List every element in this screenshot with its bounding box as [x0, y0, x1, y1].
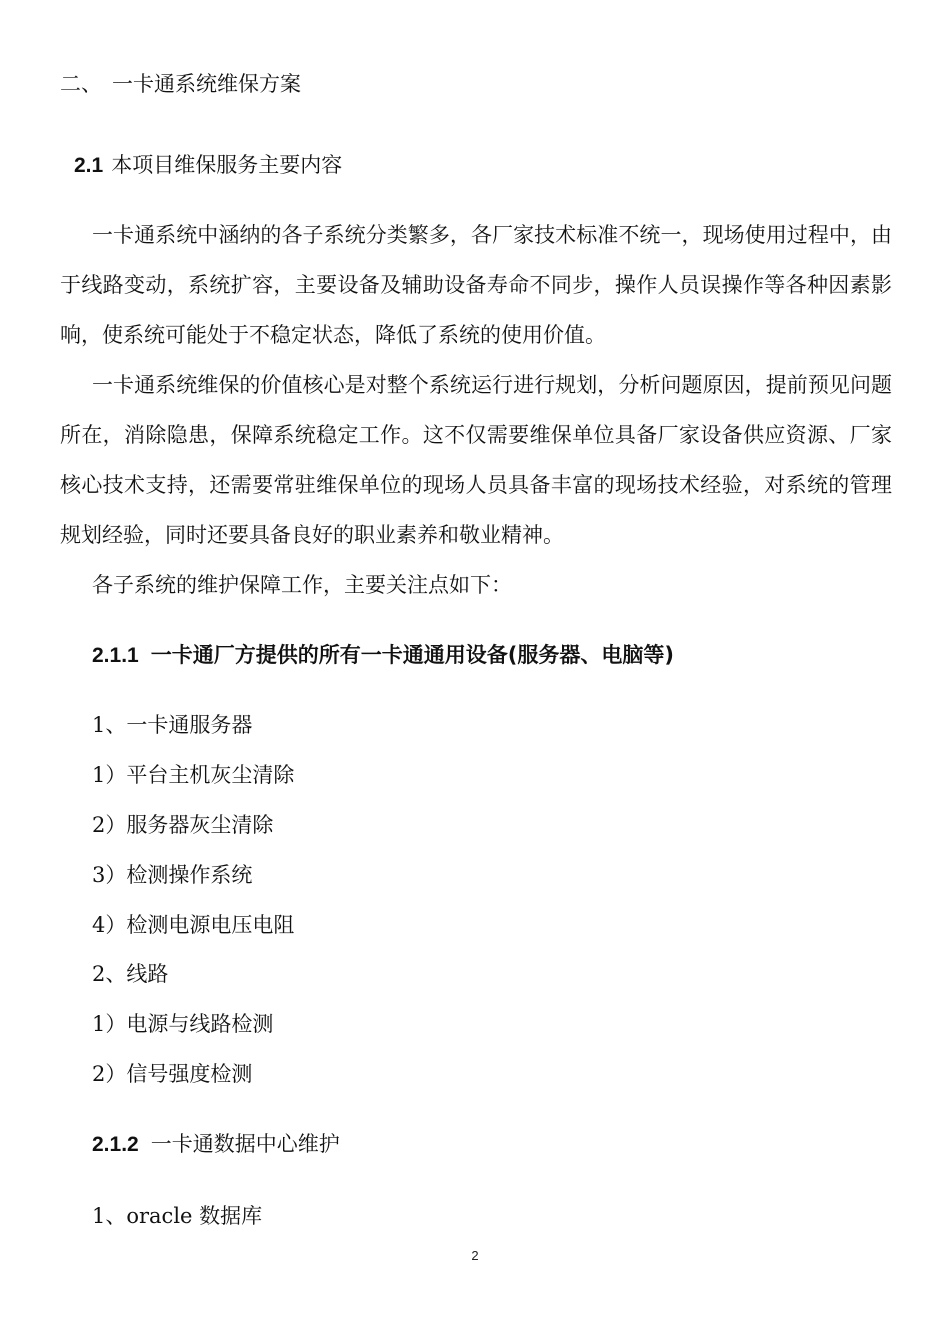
list-item: 1）电源与线路检测 — [92, 1012, 274, 1036]
subsection-2-1-1-number: 2.1.1 — [92, 644, 139, 667]
section-heading — [60, 70, 301, 98]
subsection-heading-2-1-2 — [92, 1130, 340, 1159]
subsection-2-1-title: 本项目维保服务主要内容 — [111, 153, 343, 177]
list-item: 3）检测操作系统 — [92, 863, 253, 887]
list-item: 2）服务器灰尘清除 — [92, 813, 274, 837]
paragraph-1: 一卡通系统中涵纳的各子系统分类繁多，各厂家技术标准不统一，现场使用过程中，由于线路变动，系统扩容，主要设备及辅助设备寿命不同步，操作人员误操作等各种因素影响，使系统可能处于不稳定状态，降低了系统的使用价值。 — [60, 223, 892, 347]
list-item: 1、一卡通服务器 — [92, 713, 253, 737]
page-number: 2 — [471, 1248, 479, 1263]
paragraph-3: 各子系统的维护保障工作，主要关注点如下： — [92, 573, 512, 597]
subsection-2-1-2-title: 一卡通数据中心维护 — [150, 1132, 340, 1156]
list-item: 2）信号强度检测 — [92, 1062, 253, 1086]
subsection-2-1-1-title: 一卡通厂方提供的所有一卡通通用设备(服务器、电脑等) — [150, 643, 674, 667]
list-item: 4）检测电源电压电阻 — [92, 913, 295, 937]
subsection-heading-2-1 — [74, 151, 342, 180]
list-item: 1）平台主机灰尘清除 — [92, 763, 295, 787]
subsection-2-1-2-number: 2.1.2 — [92, 1133, 139, 1156]
section-heading-title: 一卡通系统维保方案 — [112, 72, 301, 96]
subsection-heading-2-1-1 — [92, 641, 674, 670]
list-item: 2、线路 — [92, 962, 169, 986]
paragraph-2: 一卡通系统维保的价值核心是对整个系统运行进行规划，分析问题原因，提前预见问题所在，消除隐患，保障系统稳定工作。这不仅需要维保单位具备厂家设备供应资源、厂家核心技术支持，还需要常驻维保单位的现场人员具备丰富的现场技术经验，对系统的管理规划经验，同时还要具备良好的职业素养和敬业精神。 — [60, 373, 892, 547]
section-heading-number: 二、 — [60, 72, 102, 96]
subsection-2-1-number: 2.1 — [74, 154, 104, 177]
list-item-oracle: 1、oracle 数据库 — [92, 1204, 263, 1228]
